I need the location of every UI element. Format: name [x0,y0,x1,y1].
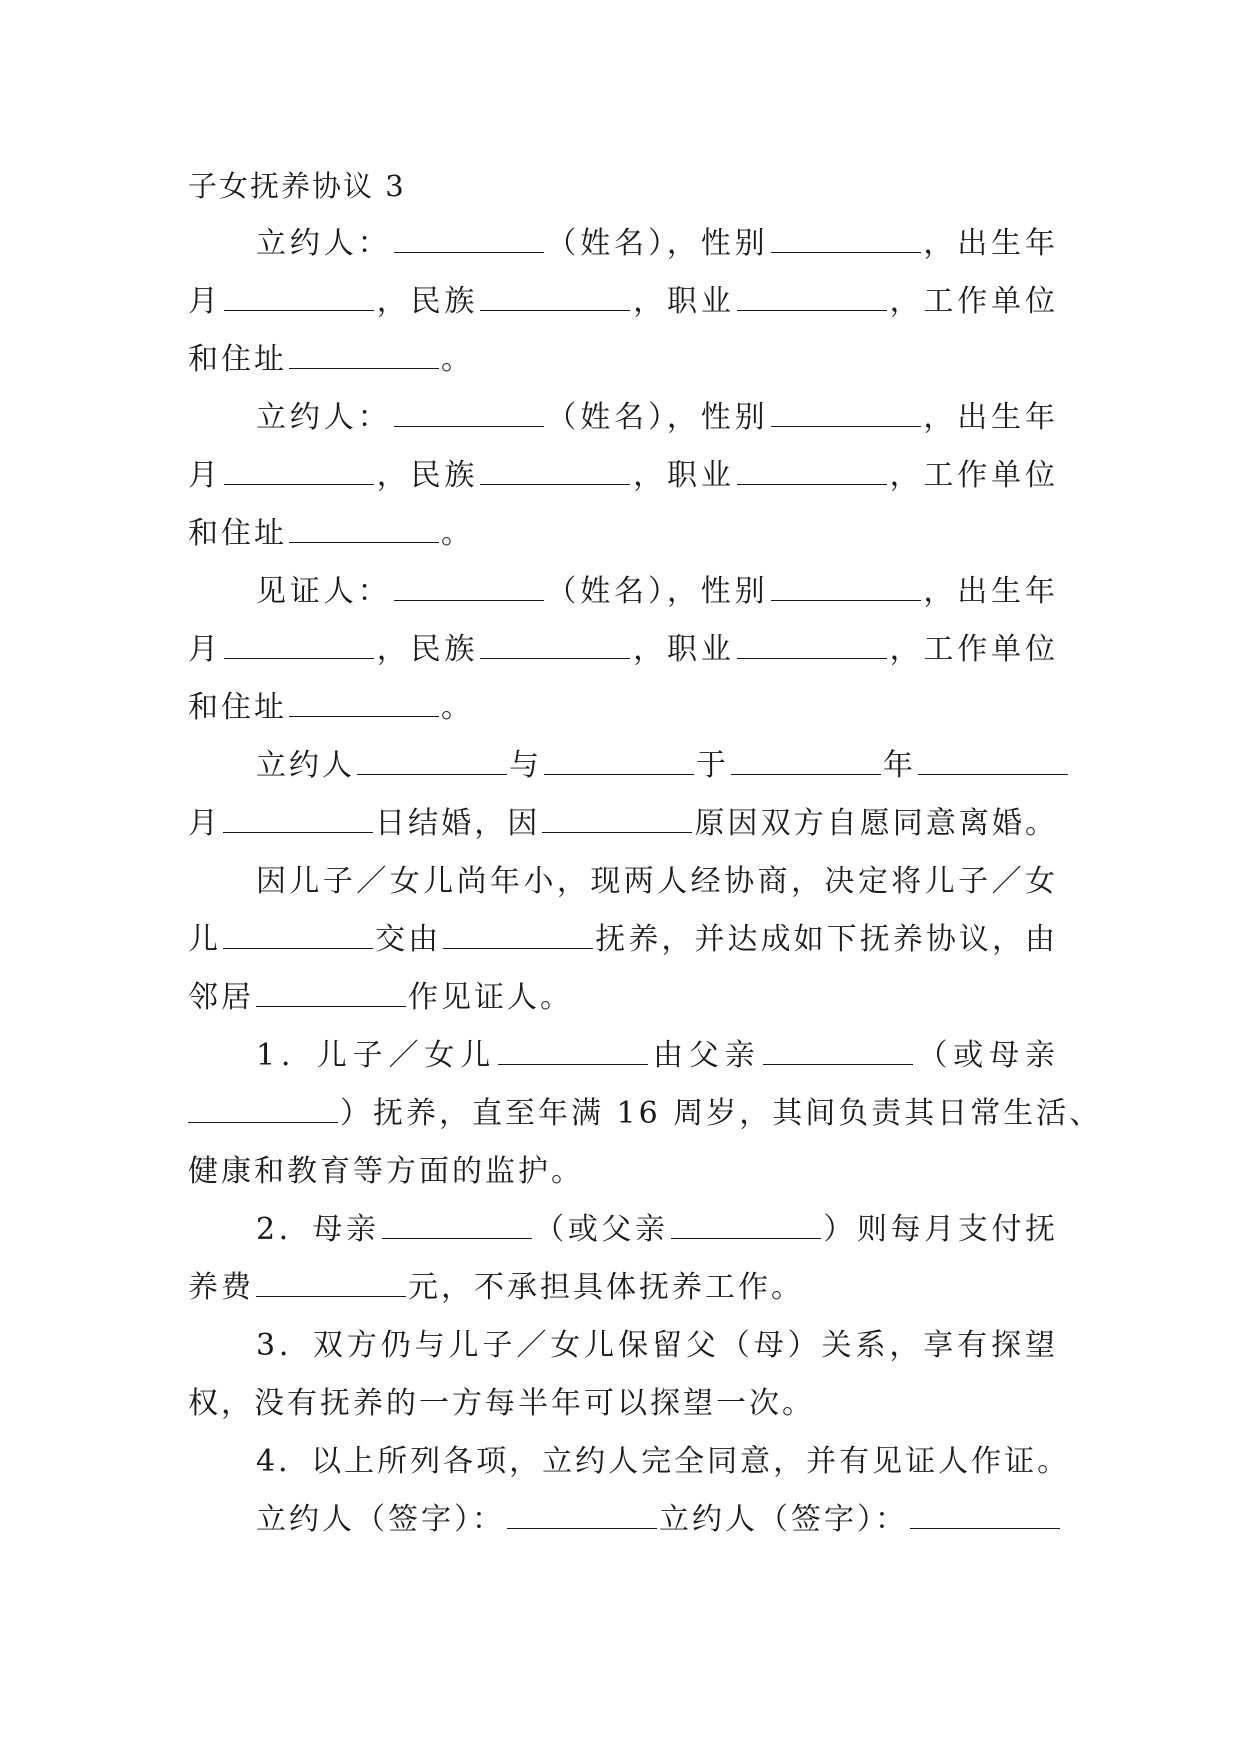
neighbor-blank[interactable] [256,976,406,1007]
witness-line3: 和住址 。 [188,679,1058,737]
party2-line1: 立约人： （姓名），性别 ，出生年 [188,389,1058,447]
ethnicity-blank[interactable] [480,280,630,311]
party1-line3: 和住址 。 [188,331,1058,389]
item2-line2: 养费 元，不承担具体抚养工作。 [188,1259,1058,1317]
name-blank[interactable] [394,570,544,601]
party-b-blank[interactable] [544,744,694,775]
intro-line1: 因儿子／女儿尚年小，现两人经协商，决定将儿子／女 [256,864,1058,899]
child-blank[interactable] [498,1034,648,1065]
marriage-line1: 立约人 与 于 年 [188,737,1058,795]
year-blank[interactable] [731,744,881,775]
intro-line3: 邻居 作见证人。 [188,969,1058,1027]
address-blank[interactable] [289,686,439,717]
party1-line1: 立约人： （姓名），性别 ，出生年 [188,215,1058,273]
birth-blank[interactable] [224,628,374,659]
name-blank[interactable] [394,396,544,427]
item3-section [188,1317,1058,1433]
child-name-blank[interactable] [223,918,373,949]
item2-line1: 2．母亲 （或父亲 ）则每月支付抚 [188,1201,1058,1259]
address-blank[interactable] [289,338,439,369]
birth-blank[interactable] [224,280,374,311]
signature-a-blank[interactable] [507,1498,657,1529]
amount-blank[interactable] [256,1266,406,1297]
custodian-blank[interactable] [443,918,593,949]
day-blank[interactable] [223,802,373,833]
gender-blank[interactable] [771,222,921,253]
father-blank[interactable] [763,1034,913,1065]
party1-section [188,215,1058,389]
item1-section [188,1027,1103,1201]
signature-b-blank[interactable] [910,1498,1060,1529]
witness-section [188,563,1058,737]
month-blank[interactable] [918,744,1068,775]
item2-section [188,1201,1058,1317]
item4-line1: 4．以上所列各项，立约人完全同意，并有见证人作证。 [256,1444,1071,1479]
occupation-blank[interactable] [737,454,887,485]
signature-line: 立约人（签字）： 立约人（签字）： [188,1491,1058,1549]
address-blank[interactable] [289,512,439,543]
father-blank[interactable] [671,1208,821,1239]
reason-blank[interactable] [542,802,692,833]
intro-line2: 儿 交由 抚养，并达成如下抚养协议，由 [188,911,1058,969]
party-a-blank[interactable] [357,744,507,775]
occupation-blank[interactable] [737,280,887,311]
ethnicity-blank[interactable] [480,628,630,659]
witness-line2: 月 ，民族 ，职业 ，工作单位 [188,621,1058,679]
ethnicity-blank[interactable] [480,454,630,485]
party1-line2: 月 ，民族 ，职业 ，工作单位 [188,273,1058,331]
party2-line2: 月 ，民族 ，职业 ，工作单位 [188,447,1058,505]
item1-line1: 1．儿子／女儿 由父亲 （或母亲 [188,1027,1058,1085]
intro-section [188,853,1058,1027]
item1-line3: 健康和教育等方面的监护。 [188,1154,584,1189]
item3-line1: 3．双方仍与儿子／女儿保留父（母）关系，享有探望 [256,1328,1058,1363]
marriage-section [188,737,1058,853]
item3-line2: 权，没有抚养的一方每半年可以探望一次。 [188,1386,815,1421]
name-blank[interactable] [394,222,544,253]
item1-line2: ）抚养，直至年满 16 周岁，其间负责其日常生活、 [188,1085,1058,1143]
item4-section [188,1433,1071,1491]
document-page [188,157,1103,1549]
signature-section [188,1491,1058,1549]
mother-blank[interactable] [382,1208,532,1239]
document-title: 子女抚养协议 3 [188,169,406,203]
marriage-line2: 月 日结婚，因 原因双方自愿同意离婚。 [188,795,1058,853]
witness-line1: 见证人： （姓名），性别 ，出生年 [188,563,1058,621]
occupation-blank[interactable] [737,628,887,659]
party2-line3: 和住址 。 [188,505,1058,563]
gender-blank[interactable] [771,570,921,601]
birth-blank[interactable] [224,454,374,485]
gender-blank[interactable] [771,396,921,427]
mother-blank[interactable] [188,1092,338,1123]
party2-section [188,389,1058,563]
